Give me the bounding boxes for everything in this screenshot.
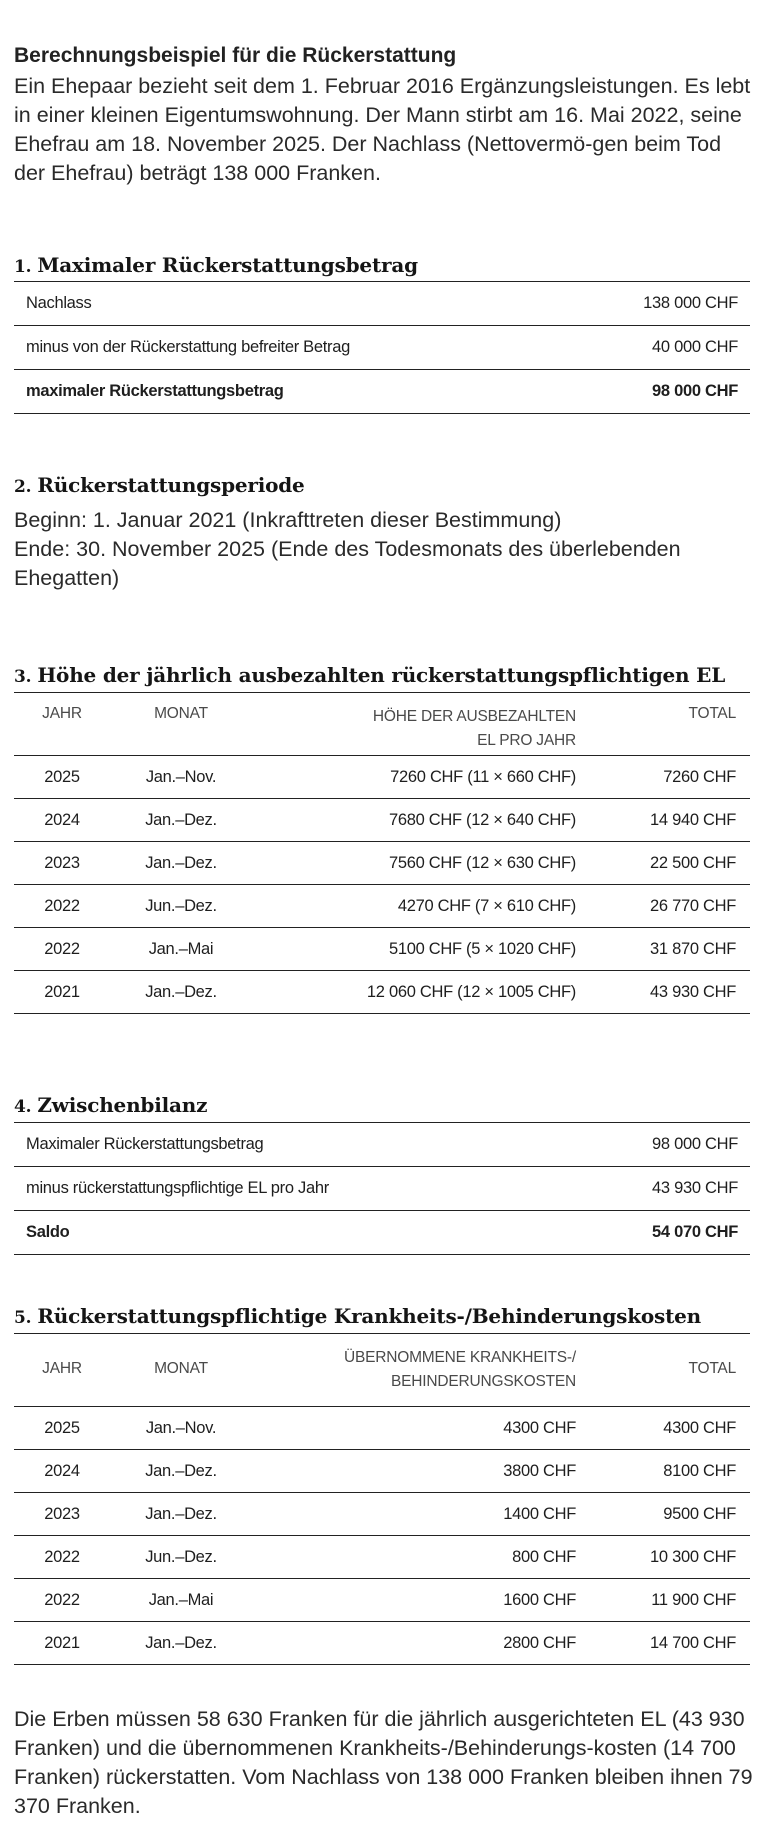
row-value: 43 930 CHF [652,1179,738,1197]
section-5-table [14,1333,750,1665]
table-row [14,1407,750,1450]
cell-total: 22 500 CHF [650,853,736,872]
table-row [14,326,750,370]
cell-month: Jan.–Dez. [145,1461,217,1480]
cell-total: 9500 CHF [663,1504,736,1523]
row-label: minus von der Rückerstattung befreiter Betrag [26,338,351,356]
cell-year: 2022 [44,896,80,915]
cell-year: 2023 [44,1504,80,1523]
cell-amount: 7560 CHF (12 × 630 CHF) [388,853,576,872]
section-2-number: 2. [14,477,32,497]
table-row [14,1493,750,1536]
section-4-table [14,1122,750,1255]
cell-month: Jan.–Mai [148,939,214,958]
cell-year: 2022 [44,1590,80,1609]
table-row [14,885,750,928]
cell-year: 2022 [44,939,80,958]
section-5-number: 5. [14,1308,32,1328]
cell-total: 43 930 CHF [650,982,736,1001]
table-row [14,928,750,971]
header-month: MONAT [154,705,208,722]
section-1-heading [14,252,754,280]
header-amount-line-2: EL PRO JAHR [477,732,576,749]
row-value: 40 000 CHF [652,338,738,356]
section-4-heading [14,1092,754,1120]
cell-year: 2021 [44,1633,80,1652]
cell-month: Jan.–Mai [148,1590,214,1609]
cell-amount: 5100 CHF (5 × 1020 CHF) [388,939,576,958]
cell-total: 4300 CHF [663,1418,736,1437]
cell-month: Jan.–Nov. [145,1418,217,1437]
section-5-title: Rückerstattungspflichtige Krankheits-/Behinderungskosten [37,1304,701,1328]
row-value: 138 000 CHF [643,294,738,312]
table-row [14,282,750,326]
cell-year: 2021 [44,982,80,1001]
intro-paragraph: Ein Ehepaar bezieht seit dem 1. Februar 2016 Ergänzungsleistungen. Es lebt in einer kleinen Eigentumswohnung. Der Mann stirbt am 16. Mai 2022, seine Ehefrau am 18. November 2025. Der Nachlass (Nettovermö-gen beim Tod der Ehefrau) beträgt 138 000 Franken. [14,74,751,185]
table-row [14,1123,750,1167]
cell-total: 10 300 CHF [650,1547,736,1566]
cell-year: 2023 [44,853,80,872]
table-header [14,693,750,756]
conclusion-paragraph: Die Erben müssen 58 630 Franken für die jährlich ausgerichteten EL (43 930 Franken) und die übernommenen Krankheits-/Behinderungs-kosten (14 700 Franken) rückerstatten. Vom Nachlass von 138 000 Franken bleiben ihnen 79 370 Franken. [14,1707,753,1818]
period-end: Ende: 30. November 2025 (Ende des Todesmonats des überlebenden Ehegatten) [14,537,681,590]
cell-amount: 7680 CHF (12 × 640 CHF) [388,810,576,829]
period-begin: Beginn: 1. Januar 2021 (Inkrafttreten dieser Bestimmung) [14,508,562,532]
cell-month: Jan.–Nov. [145,767,217,786]
cell-month: Jan.–Dez. [145,982,217,1001]
section-1-number: 1. [14,257,32,277]
table-row [14,1536,750,1579]
header-amount [252,1334,576,1394]
cell-amount: 800 CHF [512,1547,576,1566]
row-value: 98 000 CHF [652,382,738,400]
section-4-number: 4. [14,1097,32,1117]
section-3-table [14,692,750,1014]
table-row [14,1167,750,1211]
table-row [14,756,750,799]
header-amount-line-1: ÜBERNOMMENE KRANKHEITS-/ [343,1349,576,1366]
header-total: TOTAL [688,705,736,722]
header-total: TOTAL [688,1360,736,1377]
row-label: Saldo [26,1223,70,1241]
cell-amount: 4300 CHF [503,1418,576,1437]
section-2-title: Rückerstattungsperiode [37,473,305,497]
section-3-heading [14,662,754,690]
cell-total: 26 770 CHF [650,896,736,915]
cell-year: 2024 [44,1461,80,1480]
row-value: 98 000 CHF [652,1135,738,1153]
cell-amount: 1400 CHF [503,1504,576,1523]
table-row [14,842,750,885]
cell-amount: 1600 CHF [503,1590,576,1609]
cell-month: Jun.–Dez. [145,896,217,915]
intro-title: Berechnungsbeispiel für die Rückerstattung [14,44,457,67]
cell-month: Jan.–Dez. [145,1504,217,1523]
cell-month: Jan.–Dez. [145,810,217,829]
section-1-title: Maximaler Rückerstattungsbetrag [37,253,418,277]
section-3-number: 3. [14,667,32,687]
cell-year: 2024 [44,810,80,829]
cell-year: 2022 [44,1547,80,1566]
header-year: JAHR [42,1360,82,1377]
header-amount-line-2: BEHINDERUNGSKOSTEN [390,1373,576,1390]
section-3-title: Höhe der jährlich ausbezahlten rückerstattungspflichtigen EL [37,663,726,687]
cell-total: 8100 CHF [663,1461,736,1480]
table-row-total [14,1211,750,1255]
section-5-heading [14,1303,754,1331]
row-label: maximaler Rückerstattungsbetrag [26,382,284,400]
header-amount [252,693,576,753]
cell-month: Jan.–Dez. [145,1633,217,1652]
section-1-table [14,281,750,414]
cell-amount: 4270 CHF (7 × 610 CHF) [397,896,576,915]
cell-month: Jan.–Dez. [145,853,217,872]
row-label: Nachlass [26,294,92,312]
table-row [14,971,750,1014]
cell-total: 7260 CHF [663,767,736,786]
cell-total: 14 940 CHF [650,810,736,829]
period-text [14,506,752,593]
table-row-total [14,370,750,414]
table-row [14,799,750,842]
cell-year: 2025 [44,767,80,786]
cell-year: 2025 [44,1418,80,1437]
header-month: MONAT [154,1360,208,1377]
table-header [14,1334,750,1407]
cell-total: 31 870 CHF [650,939,736,958]
section-2-heading [14,472,754,500]
cell-amount: 3800 CHF [503,1461,576,1480]
cell-amount: 7260 CHF (11 × 660 CHF) [390,767,576,786]
header-amount-line-1: HÖHE DER AUSBEZAHLTEN [372,708,576,725]
cell-amount: 12 060 CHF (12 × 1005 CHF) [366,982,576,1001]
row-value: 54 070 CHF [652,1223,738,1241]
cell-amount: 2800 CHF [503,1633,576,1652]
cell-total: 11 900 CHF [651,1590,736,1609]
table-row [14,1579,750,1622]
row-label: minus rückerstattungspflichtige EL pro Jahr [26,1179,329,1197]
table-row [14,1450,750,1493]
section-4-title: Zwischenbilanz [37,1093,208,1117]
header-year: JAHR [42,705,82,722]
cell-month: Jun.–Dez. [145,1547,217,1566]
row-label: Maximaler Rückerstattungsbetrag [26,1135,264,1153]
table-row [14,1622,750,1665]
cell-total: 14 700 CHF [650,1633,736,1652]
